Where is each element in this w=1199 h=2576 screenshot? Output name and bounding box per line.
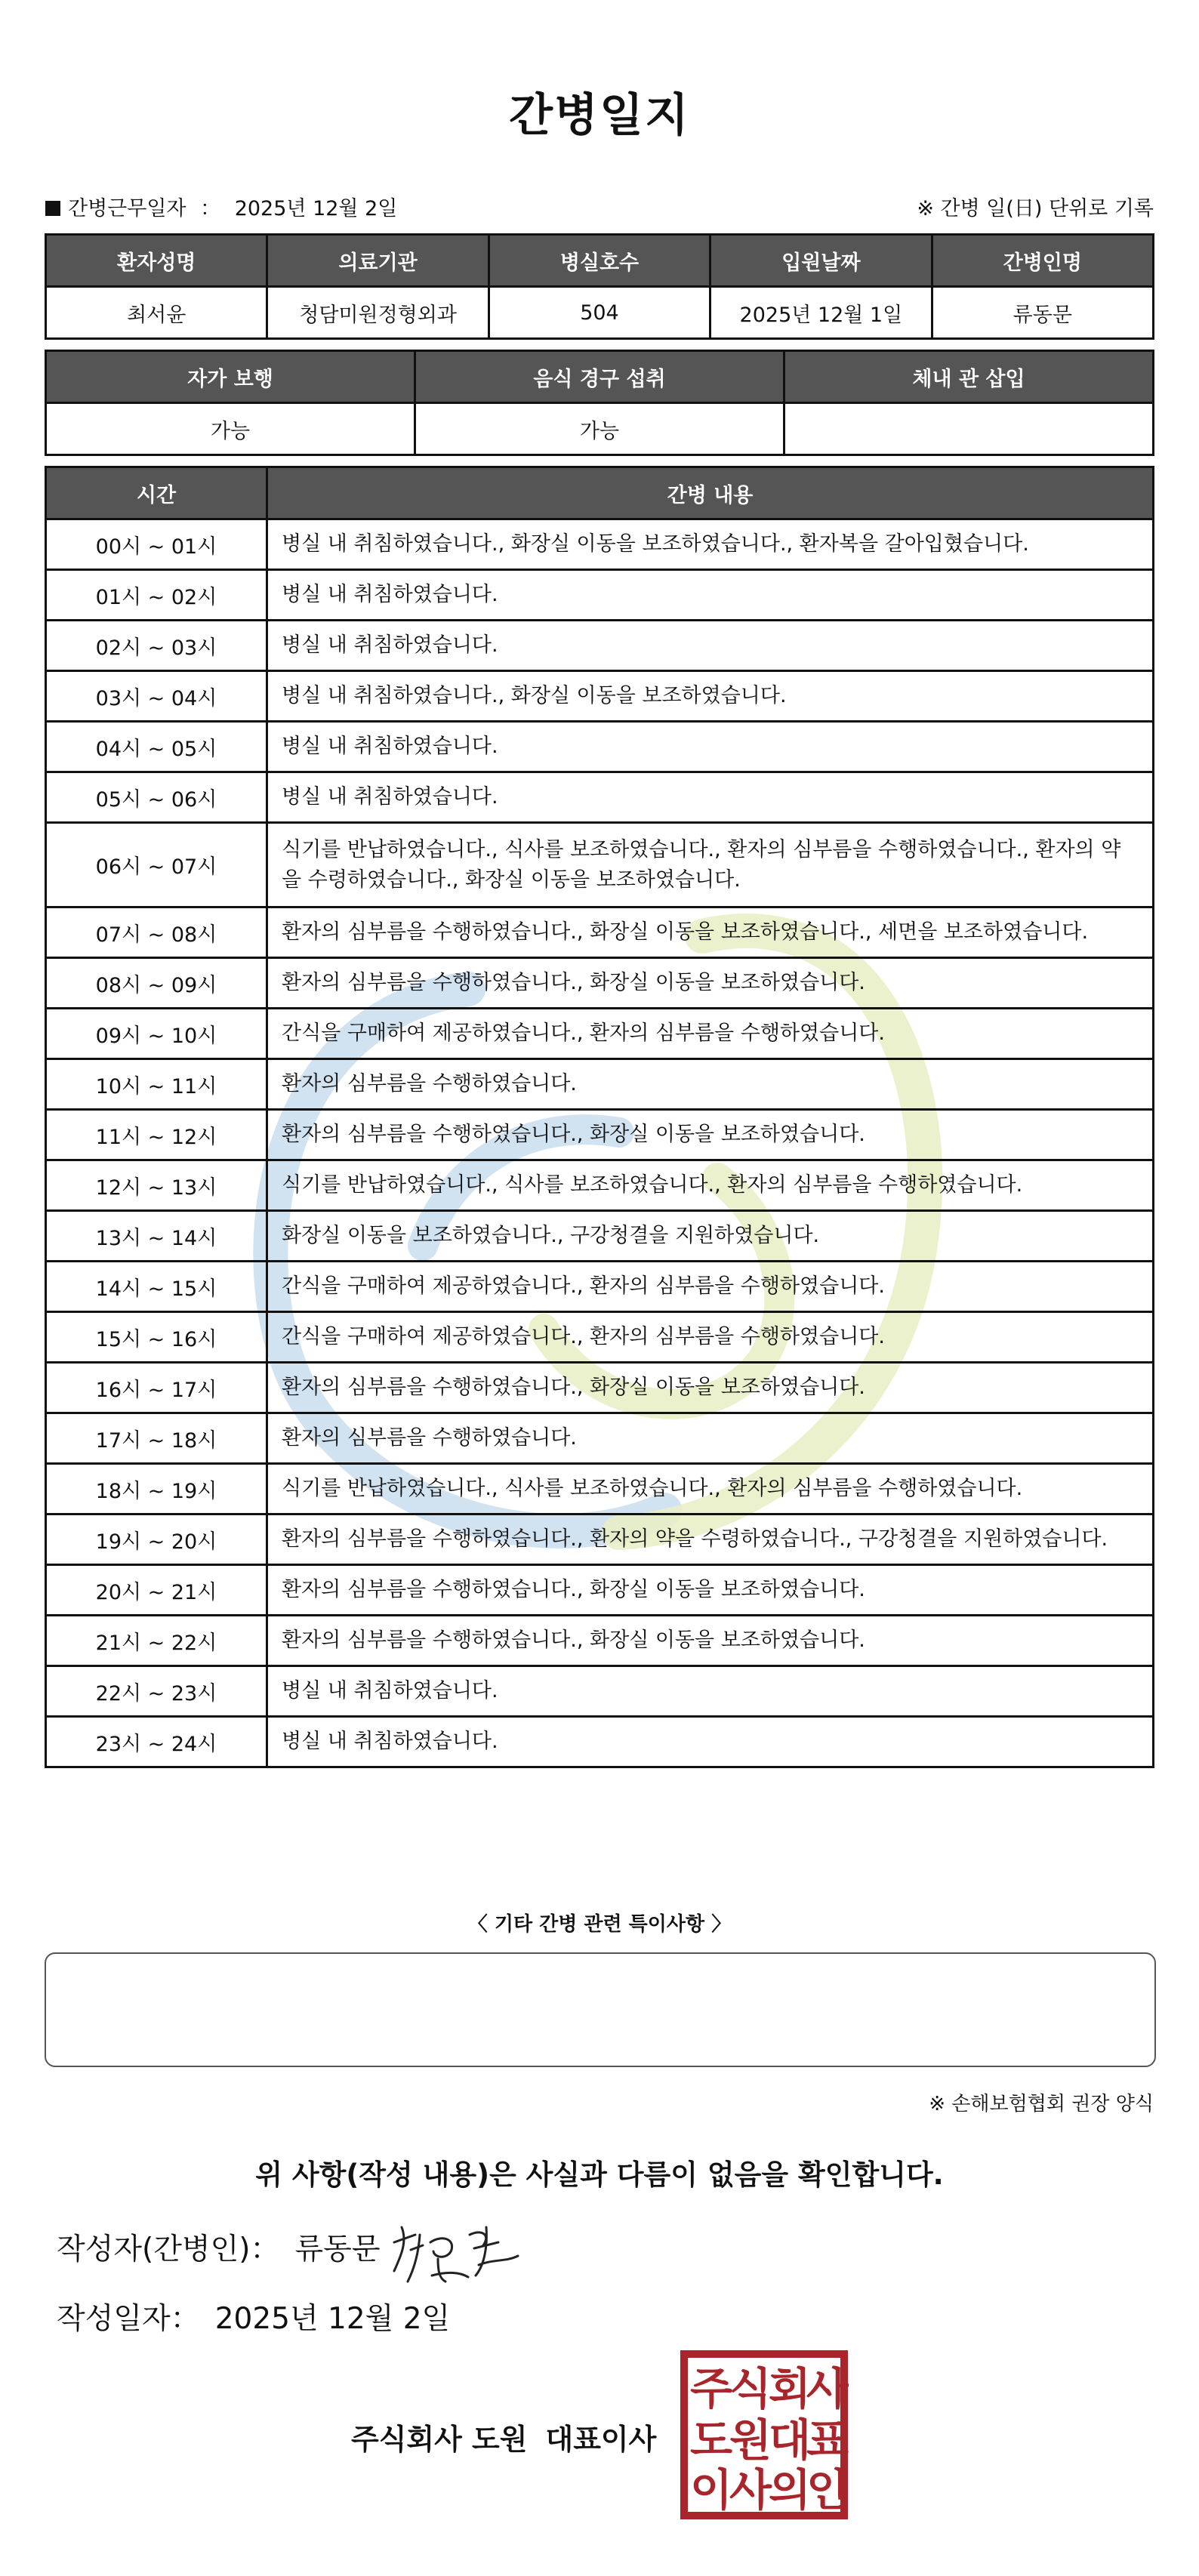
log-row xyxy=(46,772,1154,823)
patient-info-table xyxy=(45,233,1154,340)
log-row xyxy=(46,1363,1154,1413)
log-row xyxy=(46,1160,1154,1211)
header-oral-intake: 음식 경구 섭취 xyxy=(415,351,784,403)
log-content: 환자의 심부름을 수행하였습니다., 화장실 이동을 보조하였습니다., 세면을 보조하였습니다. xyxy=(267,907,1154,958)
room-number: 504 xyxy=(489,287,710,339)
writer-name: 류동문 xyxy=(294,2232,381,2266)
log-time: 05시 ~ 06시 xyxy=(46,772,267,823)
svg-text:인: 인 xyxy=(806,2464,849,2516)
log-content: 식기를 반납하였습니다., 식사를 보조하였습니다., 환자의 심부름을 수행하였습니다. xyxy=(267,1160,1154,1211)
log-content: 병실 내 취침하였습니다. xyxy=(267,722,1154,772)
walking-value: 가능 xyxy=(46,403,415,455)
log-time: 08시 ~ 09시 xyxy=(46,958,267,1009)
log-row xyxy=(46,671,1154,722)
header-care-content: 간병 내용 xyxy=(267,467,1154,519)
writer-line xyxy=(57,2226,381,2268)
log-content: 병실 내 취침하였습니다. xyxy=(267,1717,1154,1767)
company-seal-stamp xyxy=(680,2350,849,2520)
log-content: 간식을 구매하여 제공하였습니다., 환자의 심부름을 수행하였습니다. xyxy=(267,1009,1154,1059)
caregiver-name: 류동문 xyxy=(932,287,1153,339)
info-header-row xyxy=(46,235,1154,287)
tube-value xyxy=(784,403,1154,455)
log-row xyxy=(46,1666,1154,1717)
admission-date: 2025년 12월 1일 xyxy=(710,287,932,339)
svg-text:식: 식 xyxy=(729,2363,772,2414)
log-row xyxy=(46,823,1154,907)
svg-text:사: 사 xyxy=(806,2363,849,2414)
log-row xyxy=(46,570,1154,621)
log-row xyxy=(46,1262,1154,1312)
status-header-row xyxy=(46,351,1154,403)
writer-label: 작성자(간병인)： xyxy=(57,2232,280,2266)
log-content: 환자의 심부름을 수행하였습니다., 화장실 이동을 보조하였습니다. xyxy=(267,1616,1154,1666)
log-row xyxy=(46,1717,1154,1767)
header-walking: 자가 보행 xyxy=(46,351,415,403)
log-content: 화장실 이동을 보조하였습니다., 구강청결을 지원하였습니다. xyxy=(267,1211,1154,1262)
log-row xyxy=(46,1009,1154,1059)
header-hospital: 의료기관 xyxy=(267,235,489,287)
log-time: 15시 ~ 16시 xyxy=(46,1312,267,1363)
company-name: 주식회사 도원 xyxy=(351,2423,528,2456)
log-row xyxy=(46,1211,1154,1262)
header-time: 시간 xyxy=(46,467,267,519)
svg-text:주: 주 xyxy=(689,2363,733,2414)
log-time: 22시 ~ 23시 xyxy=(46,1666,267,1717)
log-row xyxy=(46,722,1154,772)
log-row xyxy=(46,1514,1154,1565)
log-row xyxy=(46,1616,1154,1666)
header-caregiver: 간병인명 xyxy=(932,235,1153,287)
log-row xyxy=(46,958,1154,1009)
log-time: 07시 ~ 08시 xyxy=(46,907,267,958)
log-time: 14시 ~ 15시 xyxy=(46,1262,267,1312)
svg-text:표: 표 xyxy=(806,2414,849,2466)
log-time: 18시 ~ 19시 xyxy=(46,1464,267,1514)
log-row xyxy=(46,1565,1154,1616)
svg-text:사: 사 xyxy=(729,2464,772,2516)
log-time: 09시 ~ 10시 xyxy=(46,1009,267,1059)
log-row xyxy=(46,907,1154,958)
work-date-line xyxy=(45,192,397,221)
log-content: 환자의 심부름을 수행하였습니다., 화장실 이동을 보조하였습니다. xyxy=(267,958,1154,1009)
written-date-line xyxy=(57,2295,450,2337)
log-time: 10시 ~ 11시 xyxy=(46,1059,267,1110)
log-content: 식기를 반납하였습니다., 식사를 보조하였습니다., 환자의 심부름을 수행하였습니다. xyxy=(267,1464,1154,1514)
log-time: 00시 ~ 01시 xyxy=(46,519,267,570)
work-date-label: 간병근무일자 xyxy=(68,197,186,220)
log-time: 02시 ~ 03시 xyxy=(46,621,267,671)
remarks-box xyxy=(45,1952,1156,2067)
handwritten-signature xyxy=(385,2212,529,2295)
hospital-name: 청담미원정형외과 xyxy=(267,287,489,339)
header-admission-date: 입원날짜 xyxy=(710,235,932,287)
svg-text:이: 이 xyxy=(689,2464,733,2516)
log-content: 병실 내 취침하였습니다. xyxy=(267,621,1154,671)
log-time: 20시 ~ 21시 xyxy=(46,1565,267,1616)
header-patient-name: 환자성명 xyxy=(46,235,267,287)
log-content: 환자의 심부름을 수행하였습니다., 환자의 약을 수령하였습니다., 구강청결을 지원하였습니다. xyxy=(267,1514,1154,1565)
confirmation-statement: 위 사항(작성 내용)은 사실과 다름이 없음을 확인합니다. xyxy=(255,2158,944,2191)
log-time: 01시 ~ 02시 xyxy=(46,570,267,621)
log-row xyxy=(46,1312,1154,1363)
record-note: ※ 간병 일(日) 단위로 기록 xyxy=(917,197,1154,220)
status-value-row xyxy=(46,403,1154,455)
log-content: 병실 내 취침하였습니다., 화장실 이동을 보조하였습니다. xyxy=(267,671,1154,722)
log-time: 17시 ~ 18시 xyxy=(46,1413,267,1464)
log-time: 11시 ~ 12시 xyxy=(46,1110,267,1160)
log-time: 19시 ~ 20시 xyxy=(46,1514,267,1565)
log-row xyxy=(46,1110,1154,1160)
document-title: 간병일지 xyxy=(509,89,690,142)
written-date-label: 작성일자： xyxy=(57,2302,200,2336)
log-row xyxy=(46,621,1154,671)
work-date-separator: ： xyxy=(200,197,221,220)
patient-status-table xyxy=(45,350,1154,456)
log-row xyxy=(46,519,1154,570)
log-content: 환자의 심부름을 수행하였습니다. xyxy=(267,1413,1154,1464)
patient-name: 최서윤 xyxy=(46,287,267,339)
log-time: 03시 ~ 04시 xyxy=(46,671,267,722)
log-content: 환자의 심부름을 수행하였습니다., 화장실 이동을 보조하였습니다. xyxy=(267,1110,1154,1160)
log-time: 04시 ~ 05시 xyxy=(46,722,267,772)
log-content: 환자의 심부름을 수행하였습니다., 화장실 이동을 보조하였습니다. xyxy=(267,1363,1154,1413)
care-log-table xyxy=(45,466,1154,1768)
log-content: 병실 내 취침하였습니다. xyxy=(267,772,1154,823)
log-time: 23시 ~ 24시 xyxy=(46,1717,267,1767)
log-header-row xyxy=(46,467,1154,519)
log-row xyxy=(46,1059,1154,1110)
log-content: 병실 내 취침하였습니다. xyxy=(267,1666,1154,1717)
svg-text:회: 회 xyxy=(768,2363,812,2414)
log-content: 병실 내 취침하였습니다., 화장실 이동을 보조하였습니다., 환자복을 갈아입혔습니다. xyxy=(267,519,1154,570)
company-line xyxy=(351,2416,656,2457)
oral-intake-value: 가능 xyxy=(415,403,784,455)
form-note: ※ 손해보험협회 권장 양식 xyxy=(929,2093,1154,2115)
log-content: 식기를 반납하였습니다., 식사를 보조하였습니다., 환자의 심부름을 수행하였습니다., 환자의 약을 수령하였습니다., 화장실 이동을 보조하였습니다. xyxy=(267,823,1154,907)
info-value-row xyxy=(46,287,1154,339)
svg-text:도: 도 xyxy=(689,2414,733,2466)
log-content: 간식을 구매하여 제공하였습니다., 환자의 심부름을 수행하였습니다. xyxy=(267,1262,1154,1312)
log-time: 12시 ~ 13시 xyxy=(46,1160,267,1211)
svg-text:대: 대 xyxy=(768,2414,812,2466)
log-row xyxy=(46,1464,1154,1514)
svg-text:원: 원 xyxy=(729,2414,772,2466)
log-content: 환자의 심부름을 수행하였습니다. xyxy=(267,1059,1154,1110)
header-tube: 체내 관 삽입 xyxy=(784,351,1154,403)
log-time: 06시 ~ 07시 xyxy=(46,823,267,907)
header-room: 병실호수 xyxy=(489,235,710,287)
log-time: 16시 ~ 17시 xyxy=(46,1363,267,1413)
log-body xyxy=(46,519,1154,1767)
svg-text:의: 의 xyxy=(768,2464,812,2516)
log-row xyxy=(46,1413,1154,1464)
log-content: 간식을 구매하여 제공하였습니다., 환자의 심부름을 수행하였습니다. xyxy=(267,1312,1154,1363)
remarks-heading: 〈 기타 간병 관련 특이사항 〉 xyxy=(467,1913,732,1936)
log-time: 21시 ~ 22시 xyxy=(46,1616,267,1666)
company-representative: 대표이사 xyxy=(545,2423,657,2456)
log-time: 13시 ~ 14시 xyxy=(46,1211,267,1262)
log-content: 병실 내 취침하였습니다. xyxy=(267,570,1154,621)
written-date-value: 2025년 12월 2일 xyxy=(214,2302,451,2336)
log-content: 환자의 심부름을 수행하였습니다., 화장실 이동을 보조하였습니다. xyxy=(267,1565,1154,1616)
work-date-value: 2025년 12월 2일 xyxy=(234,197,398,220)
square-bullet-icon xyxy=(45,201,60,216)
